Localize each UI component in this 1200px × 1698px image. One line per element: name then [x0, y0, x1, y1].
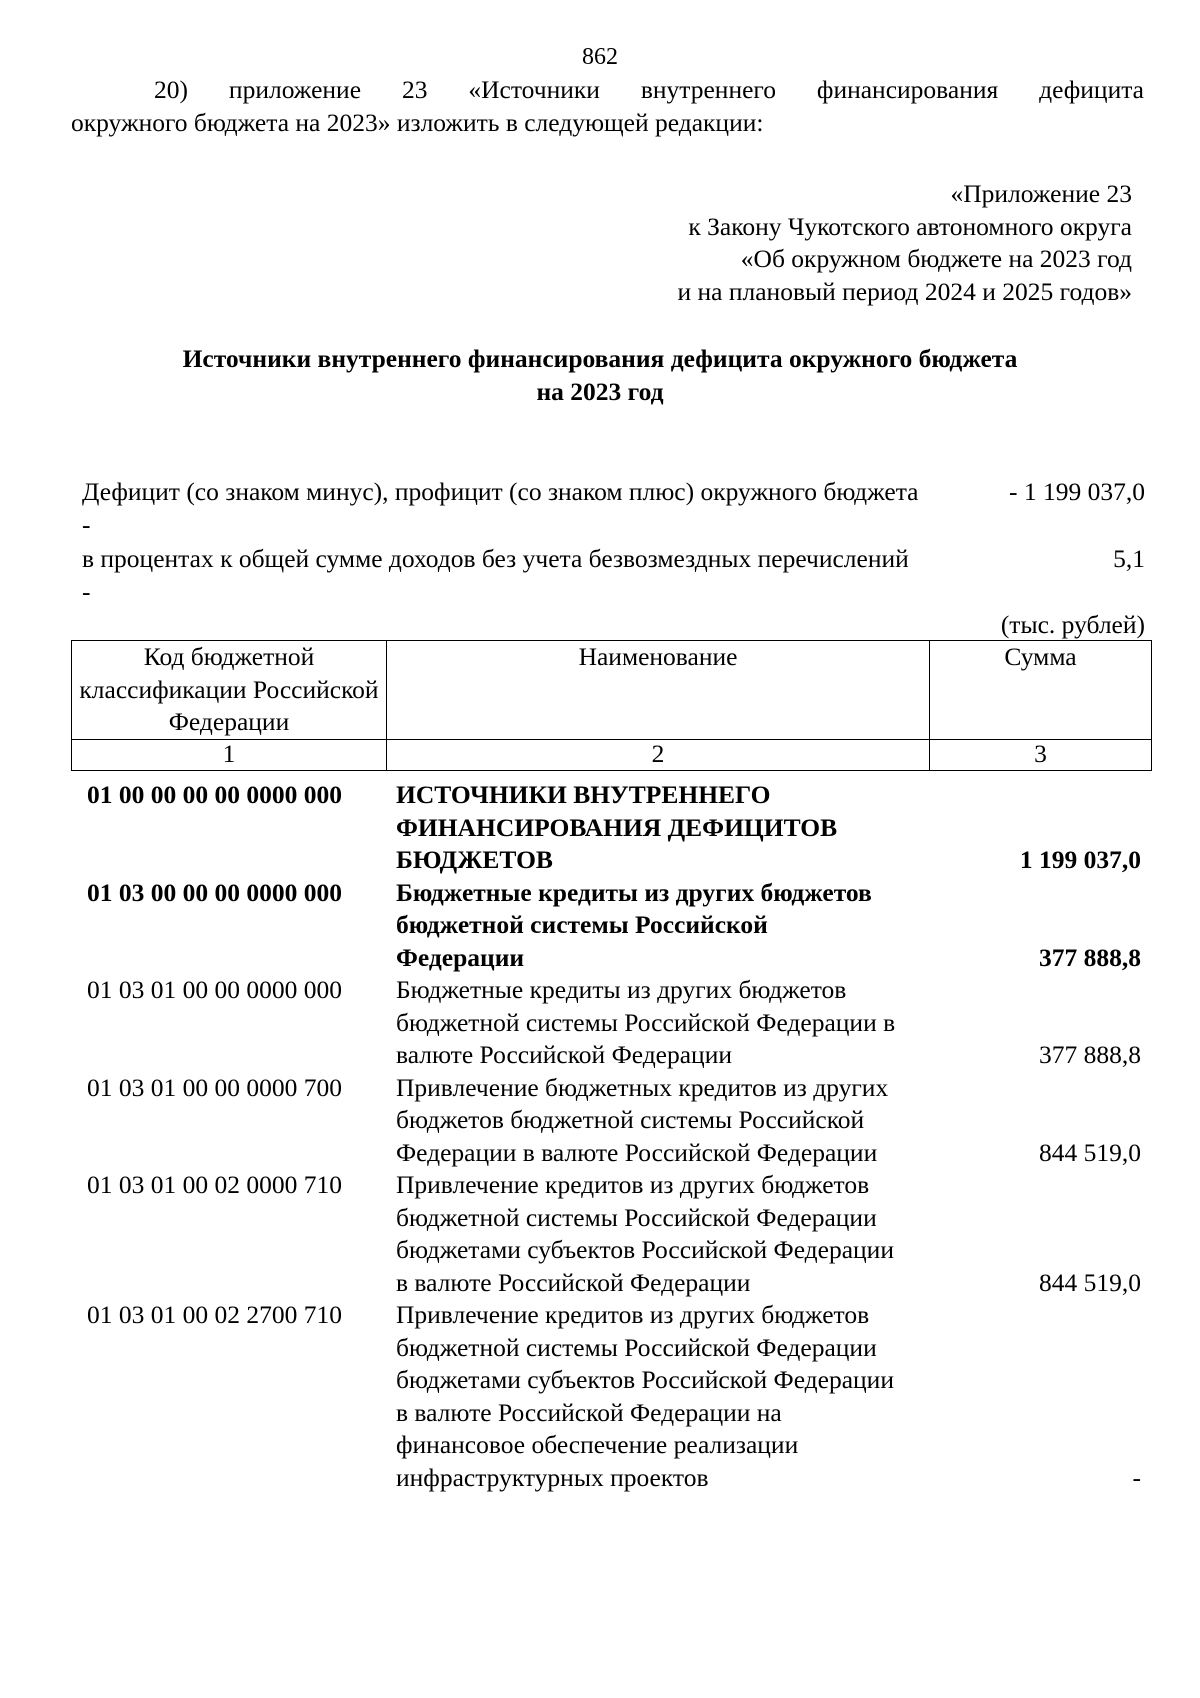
- intro-line-2: окружного бюджета на 2023» изложить в следующей редакции:: [71, 107, 764, 137]
- row-code: 01 03 01 00 02 2700 710: [87, 1300, 342, 1329]
- row-code: 01 00 00 00 00 0000 000: [87, 780, 342, 809]
- row-code: 01 03 01 00 00 0000 000: [87, 975, 342, 1004]
- appendix-line-1: «Приложение 23: [950, 179, 1132, 208]
- row-code: 01 03 01 00 02 0000 710: [87, 1170, 342, 1199]
- appendix-line-4: и на плановый период 2024 и 2025 годов»: [677, 276, 1132, 306]
- row-sum: 377 888,8: [1039, 942, 1141, 972]
- percent-row: [82, 543, 1145, 608]
- table-row: [71, 779, 1151, 877]
- row-name: ИСТОЧНИКИ ВНУТРЕННЕГО ФИНАНСИРОВАНИЯ ДЕФИЦИТОВ БЮДЖЕТОВ: [396, 780, 838, 874]
- header-row: [72, 641, 1152, 740]
- column-number-2: 2: [387, 739, 930, 770]
- row-sum: -: [1132, 1462, 1141, 1492]
- table-row: [71, 1169, 1151, 1299]
- column-number-1: 1: [72, 739, 387, 770]
- deficit-summary: [82, 476, 1145, 608]
- row-sum: 377 888,8: [1039, 1040, 1141, 1069]
- column-number-3: 3: [930, 739, 1152, 770]
- deficit-value: - 1 199 037,0: [1009, 477, 1145, 506]
- row-sum: 844 519,0: [1039, 1137, 1141, 1167]
- row-name: Привлечение кредитов из других бюджетов бюджетной системы Российской Федерации бюджетами субъектов Российской Федерации в валюте Российской Федерации: [396, 1170, 894, 1297]
- units-label: (тыс. рублей): [1000, 610, 1145, 639]
- row-sum: 1 199 037,0: [1019, 845, 1141, 874]
- row-code: 01 03 00 00 00 0000 000: [87, 877, 342, 907]
- row-name: Привлечение бюджетных кредитов из других бюджетов бюджетной системы Российской Федерации в валюте Российской Федерации: [396, 1072, 889, 1167]
- deficit-row: [82, 476, 1145, 541]
- appendix-line-2: к Закону Чукотского автономного округа: [688, 211, 1132, 241]
- title-line-1: Источники внутреннего финансирования дефицита окружного бюджета: [182, 344, 1018, 373]
- header-name: Наименование: [387, 641, 930, 740]
- appendix-reference: [492, 178, 1132, 308]
- table-row: [71, 1299, 1151, 1494]
- table-header: [71, 640, 1152, 771]
- column-number-row: [72, 739, 1152, 770]
- row-name: Бюджетные кредиты из других бюджетов бюджетной системы Российской Федерации: [396, 877, 872, 972]
- page-number: 862: [582, 44, 618, 70]
- appendix-line-3: «Об окружном бюджете на 2023 год: [740, 244, 1132, 273]
- row-name: Привлечение кредитов из других бюджетов бюджетной системы Российской Федерации бюджетами субъектов Российской Федерации в валюте Российской Федерации на финансовое обеспечение реализации инфраструктурных проектов: [396, 1300, 894, 1492]
- table-row: [71, 974, 1151, 1072]
- percent-label: в процентах к общей сумме доходов без учета безвозмездных перечислений -: [82, 544, 909, 606]
- table-body: [71, 779, 1151, 1494]
- table-row: [71, 877, 1151, 975]
- document-title: [100, 343, 1100, 408]
- row-sum: 844 519,0: [1039, 1267, 1141, 1297]
- intro-paragraph: [71, 74, 1144, 139]
- header-code: Код бюджетной классификации Российской Федерации: [72, 641, 387, 740]
- deficit-label: Дефицит (со знаком минус), профицит (со знаком плюс) окружного бюджета -: [82, 477, 919, 539]
- row-name: Бюджетные кредиты из других бюджетов бюджетной системы Российской Федерации в валюте Российской Федерации: [396, 975, 896, 1069]
- row-code: 01 03 01 00 00 0000 700: [87, 1072, 342, 1102]
- intro-line-1: 20) приложение 23 «Источники внутреннего финансирования дефицита: [154, 75, 1144, 104]
- table-row: [71, 1072, 1151, 1170]
- header-sum: Сумма: [930, 641, 1152, 740]
- percent-value: 5,1: [1113, 544, 1145, 573]
- title-line-2: на 2023 год: [536, 376, 664, 406]
